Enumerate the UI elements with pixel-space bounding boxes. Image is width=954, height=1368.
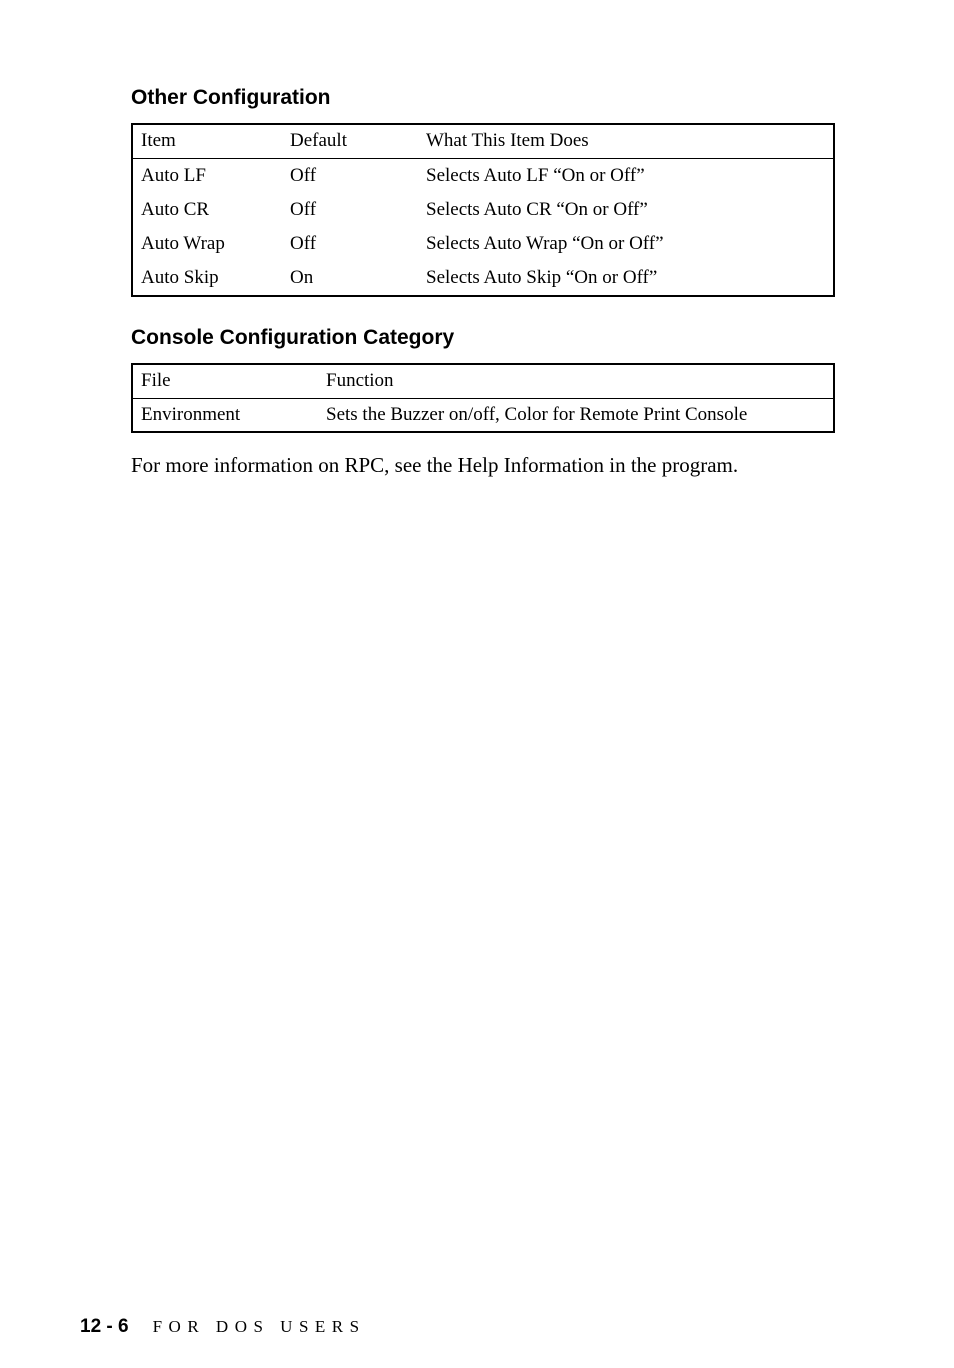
table-row [132, 193, 834, 228]
other-configuration-table [131, 123, 835, 297]
column-header-default: Default [282, 124, 418, 158]
default-cell: On [290, 267, 314, 289]
function-cell: Sets the Buzzer on/off, Color for Remote Print Console [326, 403, 748, 425]
console-configuration-heading: Console Configuration Category [131, 326, 455, 349]
description-cell: Selects Auto Wrap “On or Off” [426, 233, 664, 255]
default-cell: Off [290, 164, 317, 186]
table-row [132, 262, 834, 297]
table-row [132, 227, 834, 262]
default-cell: Off [290, 198, 317, 220]
column-header-file: File [132, 364, 318, 398]
description-cell: Selects Auto CR “On or Off” [426, 198, 648, 220]
item-cell: Auto Wrap [141, 233, 225, 255]
item-cell: Auto CR [141, 198, 210, 220]
page-number: 12 - 6 [80, 1316, 129, 1337]
page-footer [80, 1316, 366, 1339]
rpc-help-note: For more information on RPC, see the Help Information in the program. [131, 453, 739, 477]
table-row [132, 398, 834, 432]
item-cell: Auto Skip [141, 267, 219, 289]
file-cell: Environment [141, 403, 241, 425]
console-configuration-table [131, 363, 835, 433]
other-configuration-heading: Other Configuration [131, 86, 331, 109]
table-header-row [132, 364, 834, 398]
description-cell: Selects Auto LF “On or Off” [426, 164, 645, 186]
table-header-row [132, 124, 834, 158]
column-header-item: Item [132, 124, 282, 158]
column-header-function: Function [318, 364, 834, 398]
description-cell: Selects Auto Skip “On or Off” [426, 267, 658, 289]
table-row [132, 158, 834, 193]
column-header-description: What This Item Does [418, 124, 834, 158]
section-title: FOR DOS USERS [152, 1317, 366, 1336]
item-cell: Auto LF [141, 164, 206, 186]
default-cell: Off [290, 233, 317, 255]
